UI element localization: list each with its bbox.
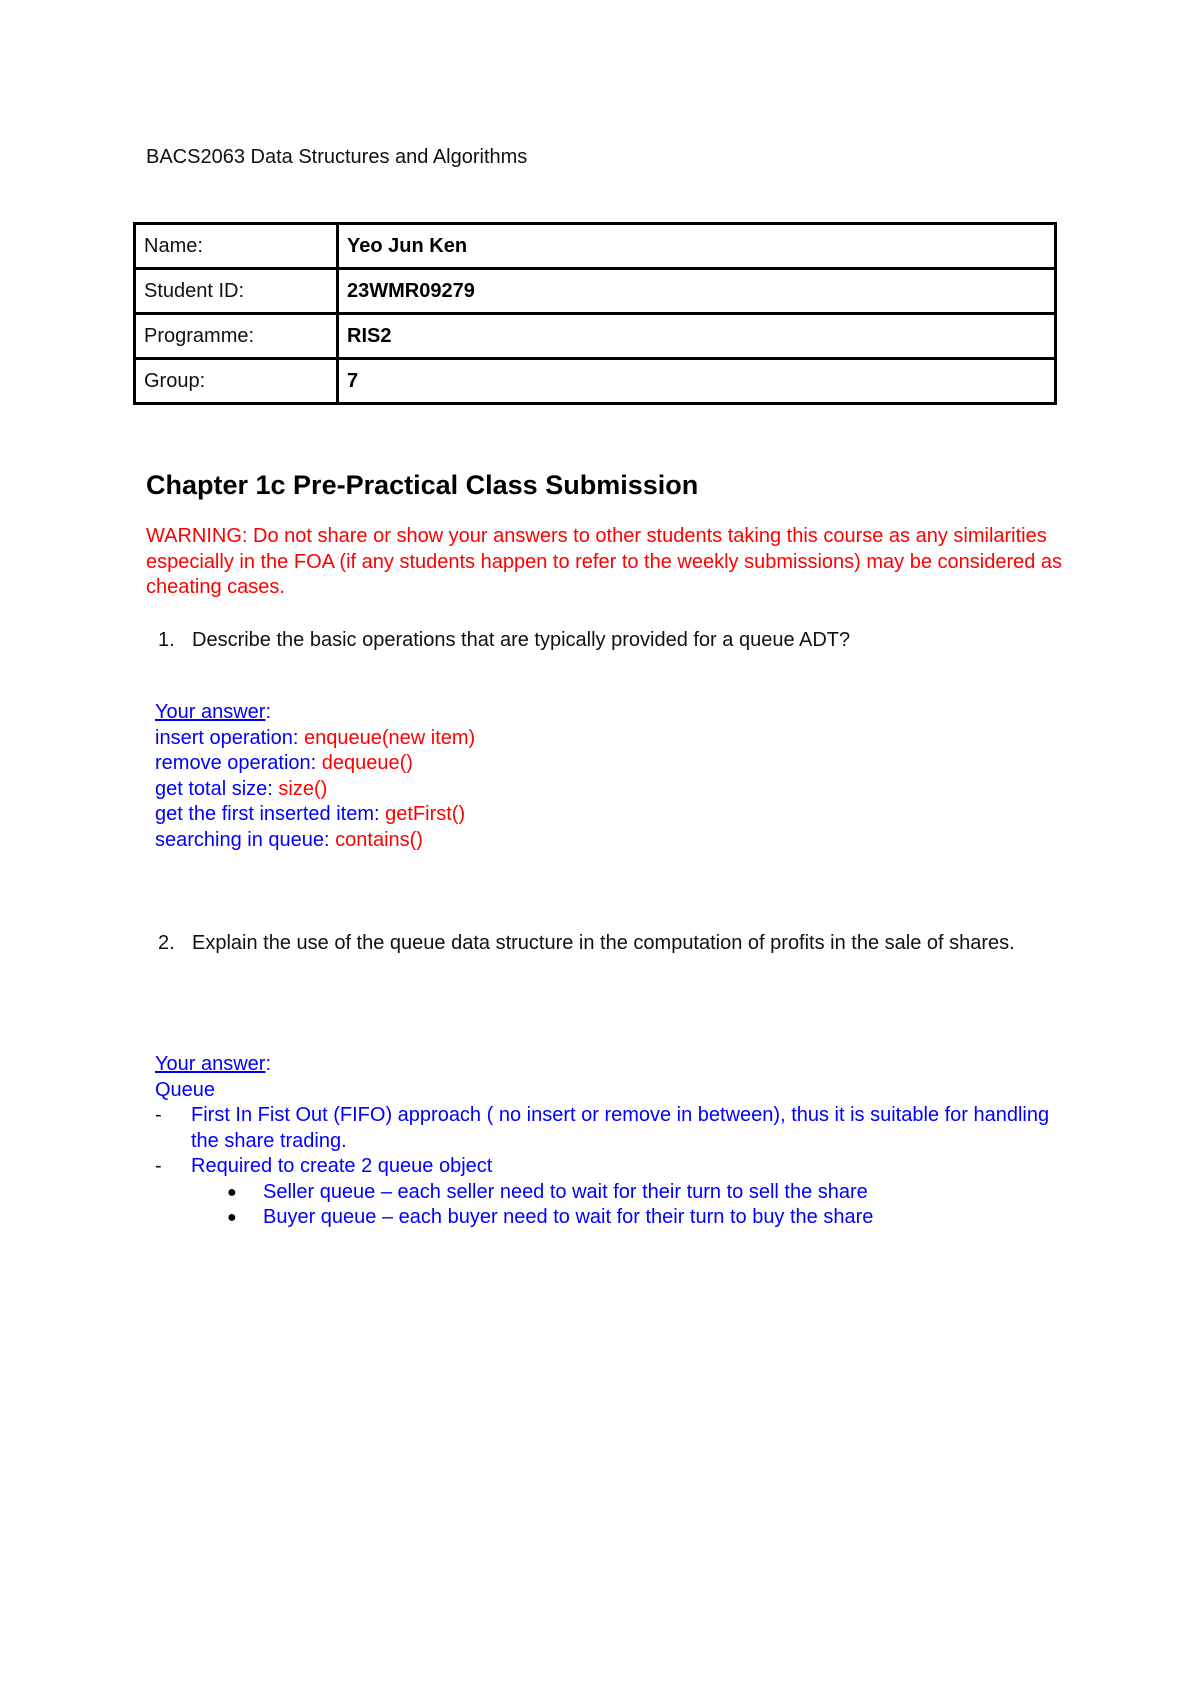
- programme-value: RIS2: [338, 314, 1056, 359]
- answer-title: Queue: [155, 1078, 216, 1101]
- list-item: get the first inserted item: getFirst(): [155, 803, 466, 825]
- group-label: Group:: [135, 359, 338, 404]
- answer-label: Your answer:: [155, 1053, 272, 1075]
- group-value: 7: [338, 359, 1056, 404]
- dash-bullet: -: [155, 1155, 162, 1177]
- warning-text: WARNING: Do not share or show your answers to other students taking this course as any similarities especially in the FOA (if any students happen to refer to the weekly submissions) may be considered as cheating cases.: [146, 525, 1063, 598]
- table-row: [135, 224, 1056, 269]
- name-label: Name:: [135, 224, 338, 269]
- table-row: [135, 314, 1056, 359]
- bullet-icon: ●: [227, 1209, 237, 1226]
- list-item: searching in queue: contains(): [155, 828, 423, 851]
- question-number: 1.: [158, 629, 175, 651]
- student-info-table: [133, 222, 1057, 405]
- answer-1: [155, 700, 1075, 853]
- course-title: BACS2063 Data Structures and Algorithms: [146, 146, 528, 168]
- list-item: ● Buyer queue – each buyer need to wait for their turn to buy the share: [155, 1205, 1075, 1231]
- page-title: Chapter 1c Pre-Practical Class Submission: [146, 470, 699, 500]
- question-text: Explain the use of the queue data structure in the computation of profits in the sale of shares.: [192, 932, 1015, 954]
- student-id-value: 23WMR09279: [338, 269, 1056, 314]
- answer-label: Your answer:: [155, 701, 272, 723]
- list-item: - First In Fist Out (FIFO) approach ( no insert or remove in between), thus it is suitable for handling the share trading.: [155, 1103, 1075, 1154]
- question-2: [158, 931, 1058, 956]
- table-row: [135, 269, 1056, 314]
- question-1: [158, 628, 1058, 653]
- list-item: get total size: size(): [155, 777, 328, 800]
- question-text: Describe the basic operations that are typically provided for a queue ADT?: [192, 629, 851, 651]
- list-item: ● Seller queue – each seller need to wait for their turn to sell the share: [155, 1180, 1075, 1206]
- name-value: Yeo Jun Ken: [338, 224, 1056, 269]
- list-item: insert operation: enqueue(new item): [155, 726, 476, 749]
- answer-2: [155, 1052, 1075, 1231]
- dash-bullet: -: [155, 1104, 162, 1126]
- programme-label: Programme:: [135, 314, 338, 359]
- student-id-label: Student ID:: [135, 269, 338, 314]
- bullet-icon: ●: [227, 1183, 237, 1201]
- list-item: - Required to create 2 queue object: [155, 1154, 1075, 1180]
- list-item: remove operation: dequeue(): [155, 752, 413, 774]
- question-number: 2.: [158, 932, 175, 954]
- table-row: [135, 359, 1056, 404]
